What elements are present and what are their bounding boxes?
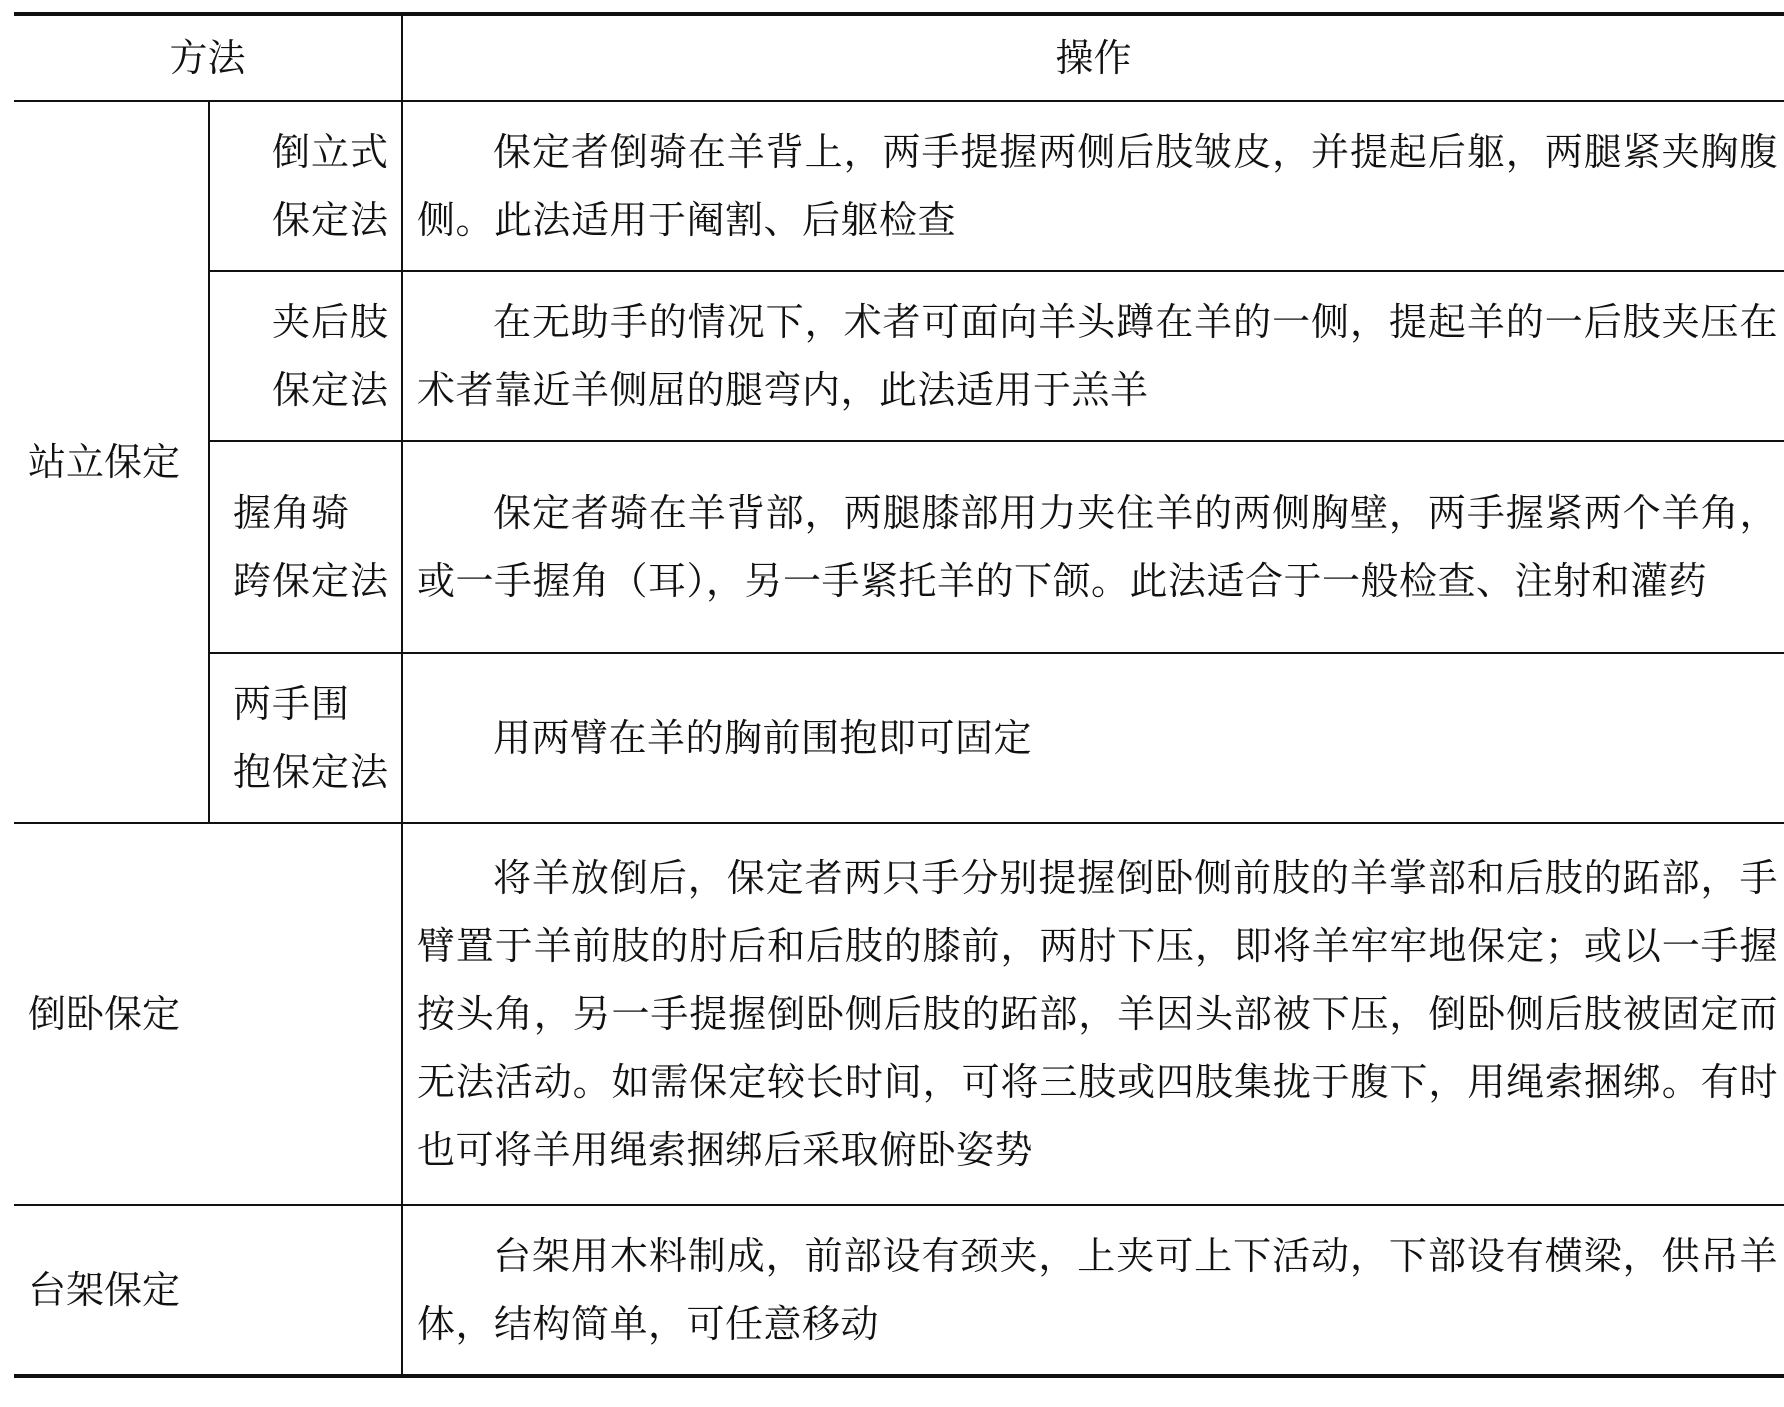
method-name <box>209 653 402 823</box>
group-label-stand-frame: 台架保定 <box>14 1205 402 1376</box>
method-name-text: 夹后肢 保定法 <box>272 300 390 412</box>
operation-text: 用两臂在羊的胸前围抱即可固定 <box>402 653 1784 823</box>
method-name-text: 握角骑 跨保定法 <box>233 491 390 603</box>
method-name-text: 两手围 抱保定法 <box>233 682 390 794</box>
operation-text: 在无助手的情况下，术者可面向羊头蹲在羊的一侧，提起羊的一后肢夹压在术者靠近羊侧屈的腿弯内，此法适用于羔羊 <box>402 271 1784 441</box>
group-label-lying: 倒卧保定 <box>14 823 402 1205</box>
method-name-text: 倒立式 保定法 <box>272 130 390 242</box>
header-operation: 操作 <box>402 14 1784 101</box>
table-row <box>14 823 1784 1205</box>
table-row <box>14 101 1784 271</box>
group-label-standing: 站立保定 <box>28 440 181 484</box>
table-row <box>14 1205 1784 1376</box>
table <box>14 12 1784 1378</box>
operation-text: 台架用木料制成，前部设有颈夹，上夹可上下活动，下部设有横梁，供吊羊体，结构简单，可任意移动 <box>402 1205 1784 1376</box>
table-row <box>14 271 1784 441</box>
method-name <box>209 101 402 271</box>
operation-text: 将羊放倒后，保定者两只手分别提握倒卧侧前肢的羊掌部和后肢的跖部，手臂置于羊前肢的肘后和后肢的膝前，两肘下压，即将羊牢牢地保定；或以一手握按头角，另一手提握倒卧侧后肢的跖部，羊因头部被下压，倒卧侧后肢被固定而无法活动。如需保定较长时间，可将三肢或四肢集拢于腹下，用绳索捆绑。有时也可将羊用绳索捆绑后采取俯卧姿势 <box>402 823 1784 1205</box>
table-row <box>14 653 1784 823</box>
header-row <box>14 14 1784 101</box>
table-row <box>14 441 1784 653</box>
header-method: 方法 <box>14 14 402 101</box>
operation-text: 保定者倒骑在羊背上，两手提握两侧后肢皱皮，并提起后躯，两腿紧夹胸腹侧。此法适用于阉割、后躯检查 <box>402 101 1784 271</box>
method-name <box>209 441 402 653</box>
method-name <box>209 271 402 441</box>
restraint-methods-table <box>14 12 1784 1378</box>
operation-text: 保定者骑在羊背部，两腿膝部用力夹住羊的两侧胸壁，两手握紧两个羊角，或一手握角（耳），另一手紧托羊的下颌。此法适合于一般检查、注射和灌药 <box>402 441 1784 653</box>
